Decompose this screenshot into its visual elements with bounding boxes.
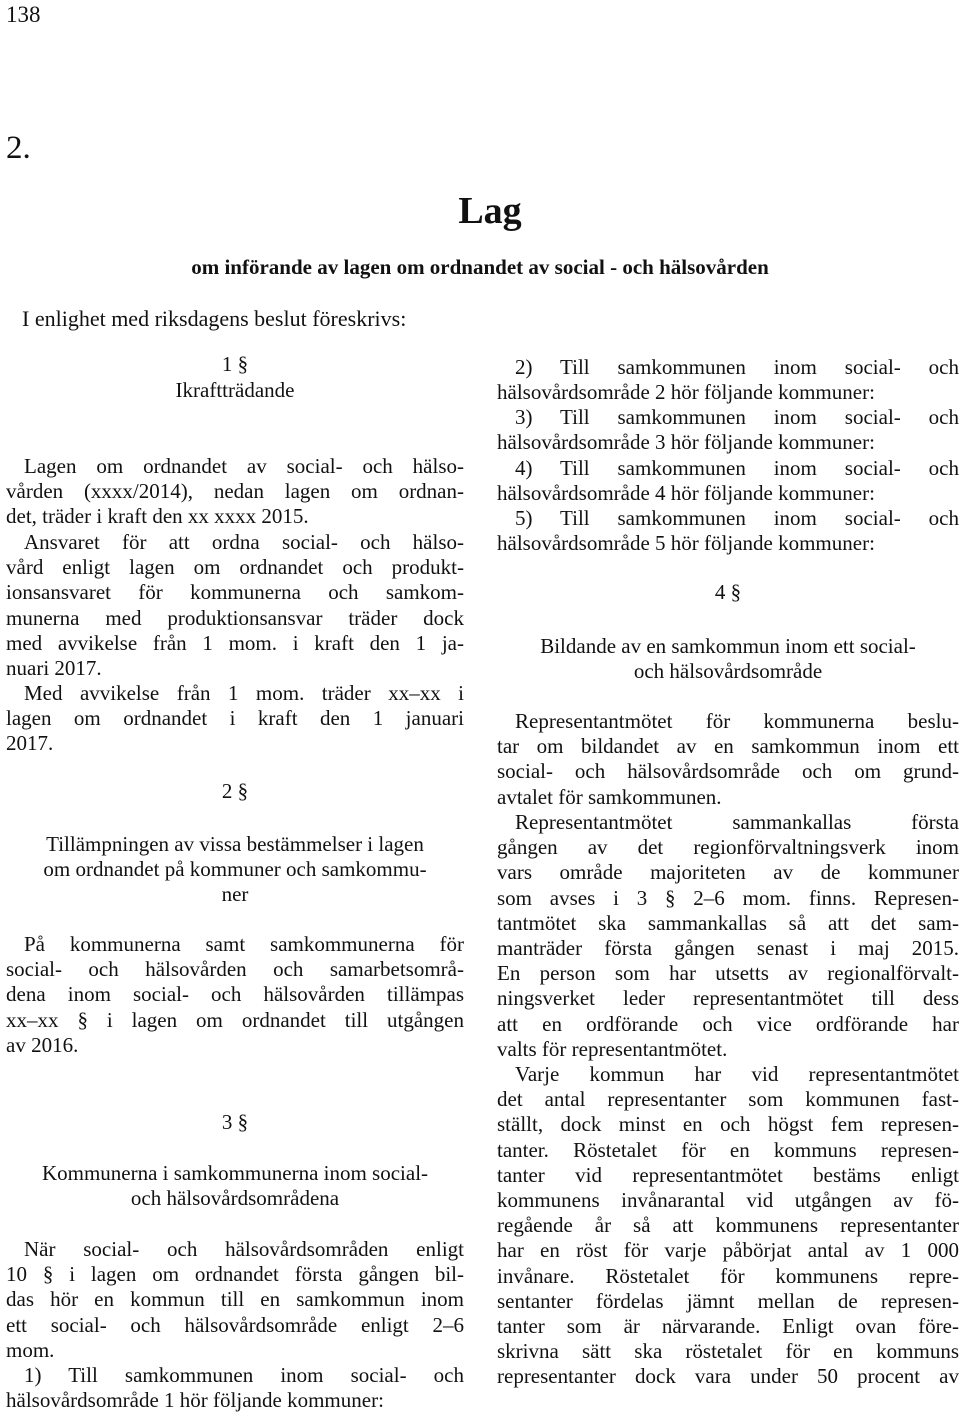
text-line: gången av det regionförvaltningsverk inom — [497, 835, 959, 860]
text-line: att en ordförande och vice ordförande har — [497, 1011, 959, 1036]
section-3-heading: 3 § — [221, 1110, 249, 1134]
text-line: av 2016. — [6, 1032, 79, 1057]
text-line: social- och hälsovårdsområde och om grund- — [497, 759, 959, 784]
text-line: och hälsovårdsområdena — [130, 1186, 340, 1211]
text-line: tanter. Röstetalet för en kommuns represen- — [497, 1137, 959, 1162]
text-line: vars område majoriteten av de kommuner — [497, 860, 959, 885]
list-item-2 — [497, 355, 959, 405]
text-line: xx–xx § i lagen om ordnandet till utgången — [6, 1007, 464, 1032]
list-item-4 — [497, 456, 959, 506]
text-line: ningsverket leder representantmötet till dess — [497, 986, 959, 1011]
section-4-paragraph-3 — [497, 1062, 959, 1390]
text-line: 2017. — [6, 731, 54, 756]
section-1-paragraph-1 — [6, 454, 464, 530]
text-line: das hör en kommun till en samkommun inom — [6, 1287, 464, 1312]
text-line: skrivna sätt ska röstetalet för en kommuns — [497, 1339, 959, 1364]
text-line: 4) Till samkommunen inom social- och — [515, 456, 959, 480]
text-line: vård enligt lagen om ordnandet och produkt- — [6, 555, 464, 580]
section-1-paragraph-3 — [6, 681, 464, 757]
section-1-title: Ikraftträdande — [175, 378, 295, 402]
text-line: tanter som är närvarande. Enligt ovan före- — [497, 1314, 959, 1339]
list-item-5 — [497, 506, 959, 556]
section-3-title — [6, 1161, 464, 1211]
text-line: Kommunerna i samkommunerna inom social- — [41, 1161, 429, 1185]
text-line: 3) Till samkommunen inom social- och — [515, 405, 959, 429]
preamble: I enlighet med riksdagens beslut föreskrivs: — [22, 306, 407, 331]
text-line: social- och hälsovården och samarbetsområ- — [6, 957, 464, 982]
text-line: På kommunerna samt samkommunerna för — [24, 932, 464, 956]
text-line: munerna med produktionsansvar träder dock — [6, 605, 464, 630]
text-line: som avses i 3 § 2–6 mom. finns. Represen- — [497, 885, 959, 910]
text-line: ner — [221, 882, 249, 907]
text-line: representanter dock vara under 50 procent av — [497, 1364, 959, 1389]
list-item-3 — [497, 405, 959, 455]
text-line: När social- och hälsovårdsområden enligt — [24, 1237, 464, 1261]
section-4-paragraph-1 — [497, 709, 959, 810]
text-line: Representantmötet sammankallas första — [515, 810, 959, 834]
text-line: tanter vid representantmötet bestäms enligt — [497, 1162, 959, 1187]
section-1-heading: 1 § — [221, 352, 249, 376]
text-line: dena inom social- och hälsovården tillämpas — [6, 982, 464, 1007]
text-line: Varje kommun har vid representantmötet — [515, 1062, 959, 1086]
section-3-paragraph-2 — [6, 1363, 464, 1413]
text-line: regående år så att kommunens representanter — [497, 1213, 959, 1238]
document-subtitle: om införande av lagen om ordnandet av social - och hälsovården — [191, 255, 769, 279]
text-line: 2) Till samkommunen inom social- och — [515, 355, 959, 379]
section-3-paragraph-1 — [6, 1237, 464, 1363]
text-line: Representantmötet för kommunerna beslu- — [515, 709, 959, 733]
text-line: ställt, dock minst en och högst fem represen- — [497, 1112, 959, 1137]
text-line: ionsansvaret för kommunerna och samkom- — [6, 580, 464, 605]
text-line: ett social- och hälsovårdsområde enligt 2–6 — [6, 1312, 464, 1337]
text-line: hälsovårdsområde 5 hör följande kommuner: — [497, 531, 875, 556]
text-line: hälsovårdsområde 3 hör följande kommuner: — [497, 430, 875, 455]
section-2-paragraph-1 — [6, 932, 464, 1058]
text-line: lagen om ordnandet i kraft den 1 januari — [6, 706, 464, 731]
text-line: kommunens invånarantal vid utgången av fö- — [497, 1188, 959, 1213]
text-line: manträder första gången senast i maj 2015. — [497, 936, 959, 961]
text-line: Tillämpningen av vissa bestämmelser i lagen — [46, 832, 424, 856]
section-1-paragraph-2 — [6, 530, 464, 681]
text-line: med avvikelse från 1 mom. i kraft den 1 ja- — [6, 630, 464, 655]
text-line: har en röst för varje påbörjat antal av 1 000 — [497, 1238, 959, 1263]
section-4-heading: 4 § — [714, 580, 742, 604]
text-line: Ansvaret för att ordna social- och hälso- — [24, 530, 464, 554]
text-line: tantmötet ska sammankallas så att det sam- — [497, 910, 959, 935]
section-4-paragraph-2 — [497, 810, 959, 1062]
text-line: Med avvikelse från 1 mom. träder xx–xx i — [24, 681, 464, 705]
text-line: det antal representanter som kommunen fast- — [497, 1087, 959, 1112]
text-line: 1) Till samkommunen inom social- och — [24, 1363, 464, 1387]
text-line: och hälsovårdsområde — [633, 659, 823, 684]
text-line: om ordnandet på kommuner och samkommu- — [43, 857, 427, 882]
text-line: 5) Till samkommunen inom social- och — [515, 506, 959, 530]
text-line: valts för representantmötet. — [497, 1036, 728, 1061]
text-line: mom. — [6, 1337, 55, 1362]
document-title: Lag — [458, 190, 522, 232]
section-2-title — [6, 832, 464, 908]
section-2-heading: 2 § — [221, 779, 249, 803]
text-line: hälsovårdsområde 1 hör följande kommuner: — [6, 1388, 384, 1413]
text-line: tar om bildandet av en samkommun inom ett — [497, 734, 959, 759]
section-4-title — [497, 634, 959, 684]
text-line: 10 § i lagen om ordnandet första gången bil- — [6, 1262, 464, 1287]
text-line: invånare. Röstetalet för kommunens repre- — [497, 1263, 959, 1288]
text-line: avtalet för samkommunen. — [497, 784, 722, 809]
text-line: hälsovårdsområde 2 hör följande kommuner: — [497, 380, 875, 405]
text-line: Lagen om ordnandet av social- och hälso- — [24, 454, 464, 478]
page-number: 138 — [6, 2, 41, 27]
text-line: Bildande av en samkommun inom ett social- — [540, 634, 916, 658]
text-line: sentanter fördelas jämnt mellan de represen- — [497, 1288, 959, 1313]
text-line: det, träder i kraft den xx xxxx 2015. — [6, 504, 309, 529]
text-line: vården (xxxx/2014), nedan lagen om ordnan- — [6, 479, 464, 504]
text-line: En person som har utsetts av regionalförvalt- — [497, 961, 959, 986]
chapter-number: 2. — [6, 130, 31, 166]
text-line: nuari 2017. — [6, 656, 102, 681]
text-line: hälsovårdsområde 4 hör följande kommuner: — [497, 481, 875, 506]
